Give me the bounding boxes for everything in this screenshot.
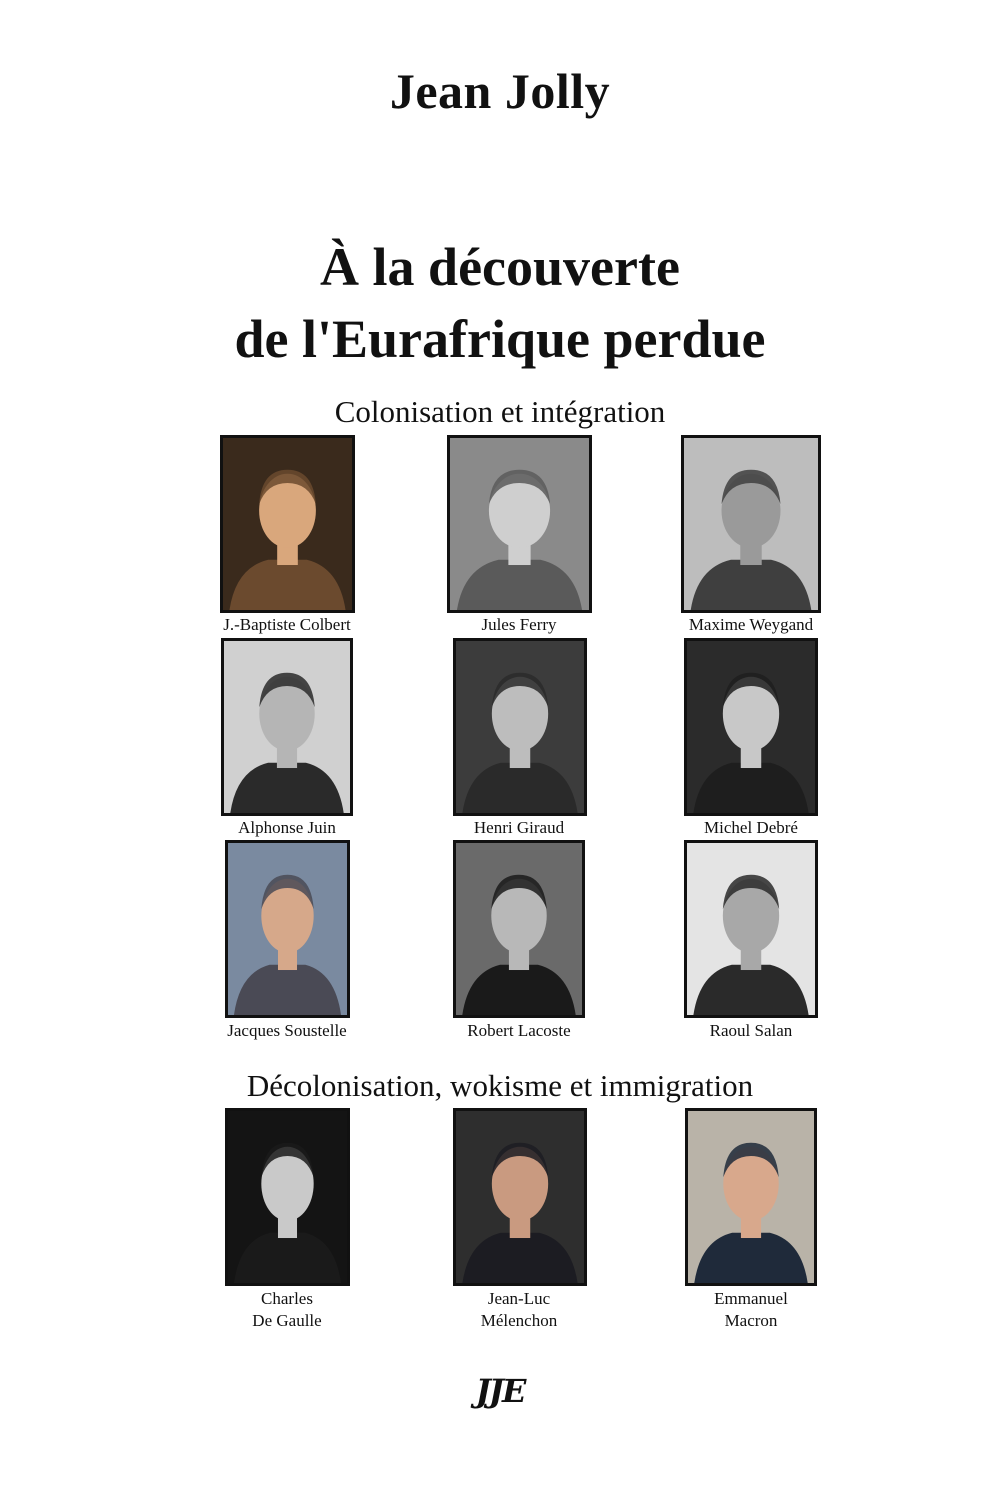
caption-macron-line-1: Emmanuel xyxy=(714,1289,788,1308)
portrait-photo xyxy=(224,641,350,813)
portrait-juin xyxy=(221,638,353,816)
portrait-melenchon xyxy=(453,1108,587,1286)
author-name: Jean Jolly xyxy=(389,63,611,119)
portrait-photo xyxy=(228,843,347,1015)
portrait-salan xyxy=(684,840,818,1018)
portrait-soustelle xyxy=(225,840,350,1018)
portrait-photo xyxy=(687,641,815,813)
portrait-giraud xyxy=(453,638,587,816)
portrait-ferry xyxy=(447,435,592,613)
caption-salan: Raoul Salan xyxy=(709,1021,793,1040)
portrait-photo xyxy=(688,1111,814,1283)
caption-debre: Michel Debré xyxy=(704,818,798,837)
book-title-line-2: de l'Eurafrique perdue xyxy=(234,309,766,369)
caption-weygand: Maxime Weygand xyxy=(688,615,814,634)
publisher-logo: JJE xyxy=(475,1372,525,1410)
portrait-photo xyxy=(456,1111,584,1283)
book-title-line-1: À la découverte xyxy=(320,237,680,297)
caption-colbert: J.-Baptiste Colbert xyxy=(223,615,351,634)
caption-giraud: Henri Giraud xyxy=(473,818,565,837)
caption-macron-line-2: Macron xyxy=(724,1311,778,1330)
caption-melenchon xyxy=(399,1288,639,1332)
portrait-photo xyxy=(684,438,818,610)
portrait-weygand xyxy=(681,435,821,613)
caption-macron xyxy=(631,1288,871,1332)
portrait-lacoste xyxy=(453,840,585,1018)
caption-melenchon-line-1: Jean-Luc xyxy=(487,1289,551,1308)
caption-lacoste: Robert Lacoste xyxy=(467,1021,571,1040)
portrait-photo xyxy=(228,1111,347,1283)
portrait-photo xyxy=(456,843,582,1015)
caption-soustelle: Jacques Soustelle xyxy=(227,1021,347,1040)
caption-juin: Alphonse Juin xyxy=(238,818,336,837)
portrait-macron xyxy=(685,1108,817,1286)
portrait-colbert xyxy=(220,435,355,613)
portrait-photo xyxy=(456,641,584,813)
caption-de-gaulle xyxy=(167,1288,407,1332)
portrait-de-gaulle xyxy=(225,1108,350,1286)
portrait-photo xyxy=(687,843,815,1015)
portrait-photo xyxy=(450,438,589,610)
section-decolonisation-heading: Décolonisation, wokisme et immigration xyxy=(246,1068,754,1103)
section-colonisation-heading: Colonisation et intégration xyxy=(334,394,666,429)
caption-de-gaulle-line-2: De Gaulle xyxy=(252,1311,322,1330)
caption-ferry: Jules Ferry xyxy=(481,615,557,634)
caption-de-gaulle-line-1: Charles xyxy=(261,1289,313,1308)
portrait-photo xyxy=(223,438,352,610)
portrait-debre xyxy=(684,638,818,816)
caption-melenchon-line-2: Mélenchon xyxy=(480,1311,558,1330)
